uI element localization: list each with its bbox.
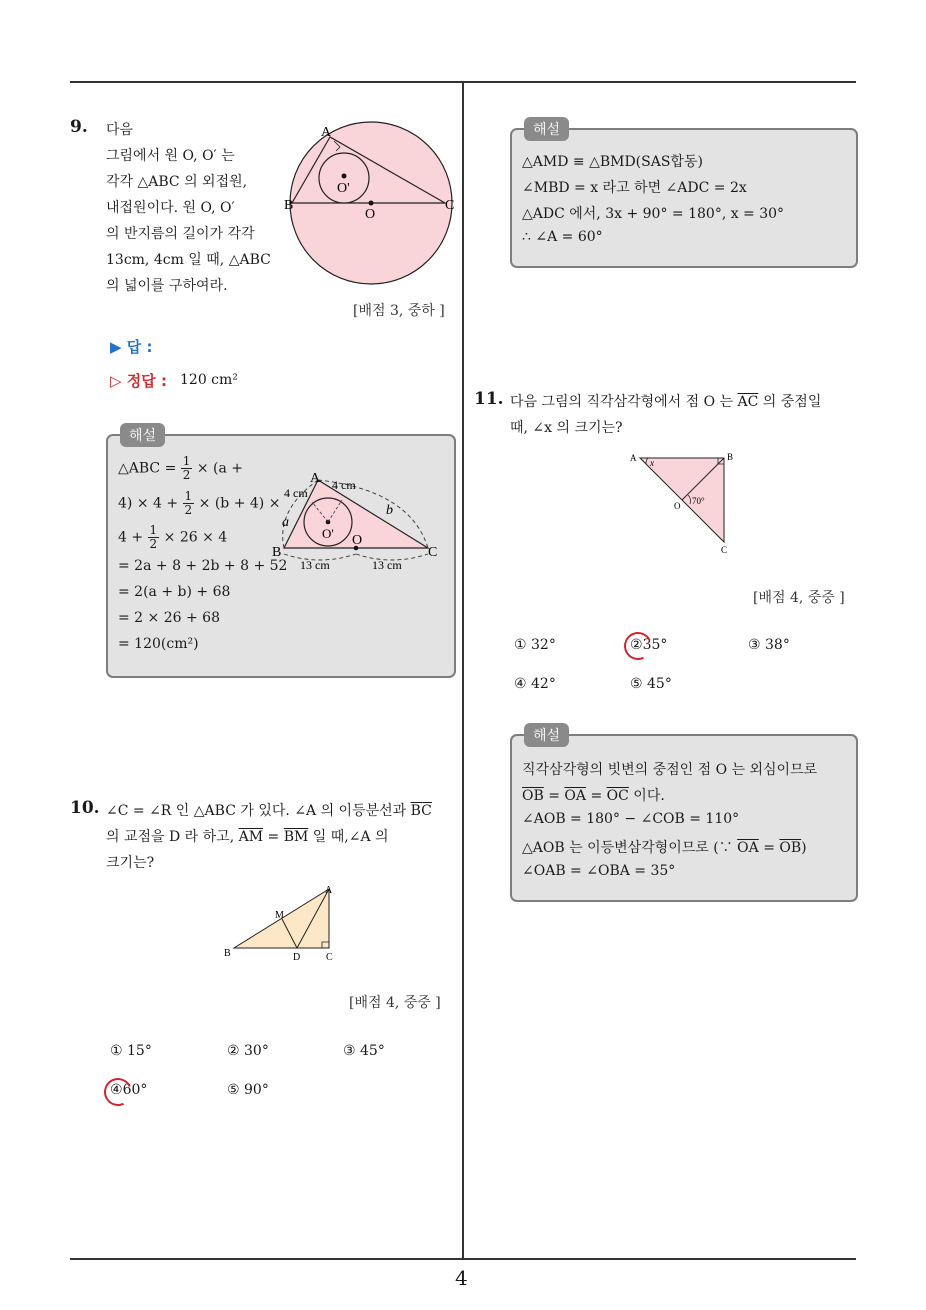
q10-line: 크기는? [106, 855, 155, 871]
q11-meta: [배점 4, 중중 ] [753, 590, 845, 606]
q10-line: ∠C = ∠R 인 △ABC 가 있다. ∠A 의 이등분선과 $\overline{BC}$ [106, 803, 432, 819]
q9-sol-line: = 2(a + b) + 68 [118, 584, 231, 600]
q9-line: 의 넓이를 구하여라. [106, 278, 228, 294]
svg-text:C: C [326, 952, 333, 963]
q9-sol-line: 4) × 4 + $\frac{1}{2}$ × (b + 4) × [118, 489, 281, 517]
q10-choice-1[interactable]: ① 15° [110, 1043, 152, 1059]
q10-answer-circle [100, 1074, 136, 1110]
q10-sol-line: △AMD ≡ △BMD(SAS합동) [522, 154, 703, 170]
svg-text:O: O [352, 533, 363, 548]
svg-text:13 cm: 13 cm [372, 558, 402, 572]
q11-sol-line: 직각삼각형의 빗변의 중점인 점 O 는 외심이므로 [522, 762, 818, 778]
q11-choice-4[interactable]: ④ 42° [514, 676, 556, 692]
svg-text:x: x [650, 458, 654, 468]
q9-sol-line: = 2 × 26 + 68 [118, 610, 220, 626]
svg-text:A: A [321, 125, 332, 140]
svg-text:M: M [275, 910, 284, 921]
svg-text:B: B [284, 198, 294, 213]
bottom-rule [70, 1258, 856, 1260]
q9-line: 의 반지름의 길이가 각각 [106, 226, 255, 242]
q9-line: 각각 △ABC 의 외접원, [106, 174, 248, 190]
q9-final-value: 120 cm² [180, 372, 238, 388]
q11-sol-line: △AOB 는 이등변삼각형이므로 (∵ $\overline{OA} = \overline{OB}$) [522, 840, 807, 856]
q10-choice-5[interactable]: ⑤ 90° [227, 1082, 269, 1098]
svg-text:b: b [386, 503, 393, 518]
q10-sol-line: ∠MBD = x 라고 하면 ∠ADC = 2x [522, 180, 747, 196]
svg-text:4 cm: 4 cm [332, 478, 356, 492]
svg-text:13 cm: 13 cm [300, 558, 330, 572]
svg-text:70°: 70° [692, 496, 705, 506]
q11-figure [628, 449, 743, 559]
svg-text:A: A [310, 471, 321, 486]
svg-text:O': O' [322, 526, 334, 541]
q10-figure [222, 884, 342, 964]
q10-solution-tag: 해설 [524, 117, 569, 141]
q10-sol-line: ∴ ∠A = 60° [522, 229, 603, 245]
q9-line: 13cm, 4cm 일 때, △ABC [106, 252, 271, 268]
column-divider [462, 82, 464, 1260]
page-number: 4 [455, 1266, 468, 1290]
q11-choice-1[interactable]: ① 32° [514, 637, 556, 653]
svg-text:O: O [674, 501, 681, 511]
q11-number: 11. [474, 389, 504, 409]
svg-text:C: C [445, 198, 455, 213]
q10-sol-line: △ADC 에서, 3x + 90° = 180°, x = 30° [522, 206, 785, 222]
q11-sol-line: ∠OAB = ∠OBA = 35° [522, 863, 676, 879]
svg-text:B: B [224, 948, 231, 959]
q10-number: 10. [70, 798, 100, 818]
svg-text:D: D [293, 952, 301, 963]
q9-figure [285, 120, 460, 300]
q11-choice-5[interactable]: ⑤ 45° [630, 676, 672, 692]
q11-choice-3[interactable]: ③ 38° [748, 637, 790, 653]
q9-sol-line: △ABC = $\frac{1}{2}$ × (a + [118, 454, 244, 482]
q11-answer-circle [620, 628, 656, 664]
svg-text:B: B [727, 452, 734, 462]
q9-number: 9. [70, 117, 88, 137]
q9-line: 내접원이다. 원 O, O′ [106, 200, 235, 216]
q11-line: 다음 그림의 직각삼각형에서 점 O 는 $\overline{AC}$ 의 중점일 [510, 394, 822, 410]
q10-solution-box [510, 128, 858, 268]
svg-text:A: A [325, 885, 333, 896]
q9-sol-line: = 120(cm²) [118, 636, 199, 652]
q9-answer-label: ▶ 답 : [110, 338, 153, 356]
q10-line: 의 교점을 D 라 하고, $\overline{AM} = \overline{BM}$ 일 때,∠A 의 [106, 829, 389, 845]
q10-choice-3[interactable]: ③ 45° [343, 1043, 385, 1059]
q9-meta: [배점 3, 중하 ] [353, 303, 445, 319]
svg-text:a: a [282, 515, 289, 530]
q11-sol-line: $\overline{OB} = \overline{OA} = \overline{OC}$ 이다. [522, 788, 665, 804]
svg-text:4 cm: 4 cm [284, 486, 308, 500]
q11-solution-tag: 해설 [524, 723, 569, 747]
q10-choice-4[interactable]: ④60° [110, 1082, 148, 1098]
svg-text:B: B [272, 545, 282, 560]
svg-text:C: C [721, 545, 728, 555]
q10-meta: [배점 4, 중중 ] [349, 995, 441, 1011]
q9-sol-line: = 2a + 8 + 2b + 8 + 52 [118, 558, 288, 574]
svg-text:O': O' [337, 181, 350, 196]
svg-text:A: A [630, 453, 637, 463]
q9-solution-tag: 해설 [120, 423, 165, 447]
q9-sol-line: 4 + $\frac{1}{2}$ × 26 × 4 [118, 523, 228, 551]
q9-line: 그림에서 원 O, O′ 는 [106, 148, 235, 164]
q9-final-label: ▷ 정답 : [110, 372, 167, 390]
q9-solution-figure [270, 470, 450, 578]
svg-text:C: C [428, 545, 438, 560]
q11-sol-line: ∠AOB = 180° − ∠COB = 110° [522, 811, 740, 827]
q10-choice-2[interactable]: ② 30° [227, 1043, 269, 1059]
q11-choice-2[interactable]: ②35° [630, 637, 668, 653]
q11-line: 때, ∠x 의 크기는? [510, 420, 623, 436]
q9-line: 다음 [106, 122, 134, 138]
svg-text:O: O [365, 207, 376, 222]
